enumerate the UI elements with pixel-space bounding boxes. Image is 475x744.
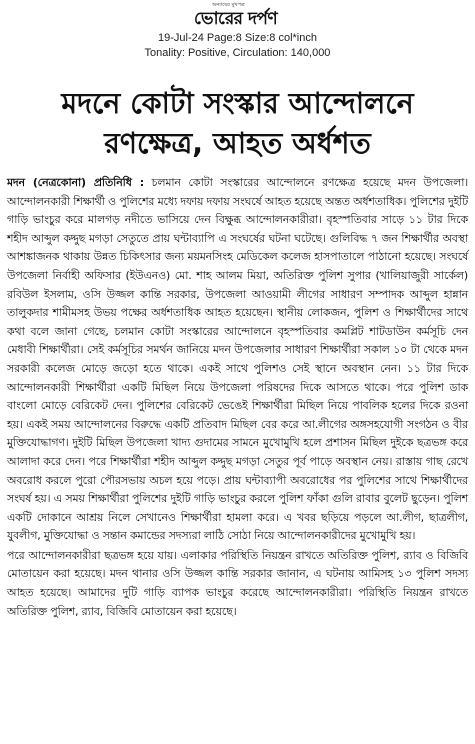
headline-line-2: রণক্ষেত্র, আহত অর্ধশত bbox=[104, 126, 371, 160]
byline: মদন (নেত্রকোনা) প্রতিনিধি : bbox=[7, 176, 144, 189]
newspaper-tagline: অন্যায়ের মুখপত্র bbox=[212, 2, 245, 8]
newspaper-logo: ভোরের দর্পণ bbox=[194, 9, 278, 29]
headline-line-1: মদনে কোটা সংস্কার আন্দোলনে bbox=[61, 86, 414, 120]
article-paragraph-1 bbox=[7, 174, 468, 546]
clipping-meta-tonality: Tonality: Positive, Circulation: 140,000 bbox=[144, 47, 331, 59]
article-body bbox=[7, 174, 468, 621]
article-paragraph-2: পরে আন্দোলনকারীরা ছত্রভঙ্গ হয়ে যায়। এলাকার পরিস্থিতি নিয়ন্ত্রন রাখতে অতিরিক্ত পুলিশ, র‌্যাব ও বিজিবি মোতায়েন করা হয়েছে। মদন থানার ওসি উজ্জল কান্তি সরকার জানান, এ ঘটনায় আমিসহ ১৩ পুলিশ সদস্য আহত হয়েছে। আমাদের দুটি গাড়ি ব্যাপক ভাংচুর করেছে আন্দোলনকারীরা। পরিস্থিতি নিয়ন্ত্রন রাখতে অতিরিক্ত পুলিশ, র‌্যাব, বিজিবি মোতায়েন করা হয়েছে। bbox=[7, 548, 468, 618]
masthead bbox=[0, 0, 475, 70]
paragraph-1-text: চলমান কোটা সংস্কারের আন্দোলনে রণক্ষেত্র হয়েছে মদন উপজেলা। আন্দোলনকারী শিক্ষার্থী ও পুলিশের মধ্যে দফায় দফায় সংঘর্ষে আহত হয়েছে অন্তত অর্ধশতাধিক। পুলিশের দুইটি গাড়ি ভাংচুর করে মালগড় নদীতে ভাসিয়ে দেন বিক্ষুব্ধ আন্দোলনকারীরা। বৃহস্পতিবার সাড়ে ১১ টার দিকে শহীদ আব্দুল কদ্দুছ মগড়া সেতুতে প্রায় ঘন্টাব্যাপি এ সংঘর্ষের ঘটনা ঘটেছে। গুলিবিদ্ধ ৭ জন শিক্ষার্থীর অবস্থা আশঙ্কাজনক থাকায় উন্নত চিকিৎসার জন্য ময়মনসিংহ মেডিকেল কলেজ হাসপাতালে পাঠানো হয়েছে। সংঘর্ষে উপজেলা নির্বাহী অফিসার (ইউএনও) মো. শাহ আলম মিয়া, অতিরিক্ত পুলিশ সুপার (খালিয়াজুরী সার্কেল) রবিউল ইসলাম, ওসি উজ্জল কান্তি সরকার, উপজেলা আওয়ামী লীগের সাধারণ সম্পাদক আব্দুল হান্নান তালুকদার শামীমসহ উভয় পক্ষের অর্ধশতাধিক আহত হয়েছেন। স্থানীয় লোকজন, পুলিশ ও শিক্ষার্থীদের সাথে কথা বলে জানা গেছে, চলমান কোটা সংস্কারের আন্দোলনে বৃহস্পতিবার কমপ্লিট শাটডাউন কর্মসূচি দেন মেধাবী শিক্ষার্থীরা। সেই কর্মসূচির সমর্থন জানিয়ে মদন উপজেলার সাধারণ শিক্ষার্থীরা সকাল ১০ টা থেকে মদন সরকারী কলেজ মোড়ে জড়ো হতে থাকে। একই সাথে পুলিশও সেই স্থানে অবস্থান নেন। ১১ টার দিকে আন্দোলনকারী শিক্ষার্থীরা একটি মিছিল নিয়ে উপজেলা পরিষদের দিকে আসতে থাকে। পরে পুলিশ ডাক বাংলো মোড়ে বেরিকেট দেন। পুলিশের বেরিকেট ভেঙেই শিক্ষার্থীরা মিছিল নিয়ে পাবলিক হলের দিকে রওনা হয়। একই সময় আন্দোলনের বিরুদ্ধে একটি প্রতিবাদ মিছিল বের করে আ.লীগের অঙ্গসহযোগী সংগঠন ও বীর মুক্তিযোদ্ধাগণ। দুইটি মিছিল উপজেলা খাদ্য গুদামের সামনে মুখোমুখি হলে প্রশাসন মিছিল দুইকে ছত্রভঙ্গ করে আলাদা করে দেন। পরে শিক্ষার্থীরা শহীদ আব্দুল কদ্দুছ মগড়া সেতুর পূর্ব পাড়ে অবস্থান নেয়। রাস্তায় গাছ রেখে অবরোধ করলে পুরো পৌরসভায় অচল হয়ে পড়ে। প্রায় ঘন্টাব্যাপী অবরোধের পর পুলিশের সাথে শিক্ষার্থীদের সংঘর্ষ হয়। এ সময় শিক্ষার্থীরা পুলিশের দুইটি গাড়ি ভাংচুর করলে পুলিশ ফাঁকা গুলি রাবার বুলেট ছুড়েন। পুলিশ একটি দোকানে আশ্রয় নিলে সেখানেও শিক্ষার্থীরা হামলা করে। এ খবর ছড়িয়ে পড়লে আ.লীগ, ছাত্রলীগ, যুবলীগ, মুক্তিযোদ্ধা ও সন্তান কমান্ডের সদস্যরা লাঠি সোঠা নিয়ে আন্দোলনকারীদের মুখোমুখি হয়। bbox=[7, 176, 469, 543]
clipping-meta-date-page: 19-Jul-24 Page:8 Size:8 col*inch bbox=[158, 32, 317, 44]
